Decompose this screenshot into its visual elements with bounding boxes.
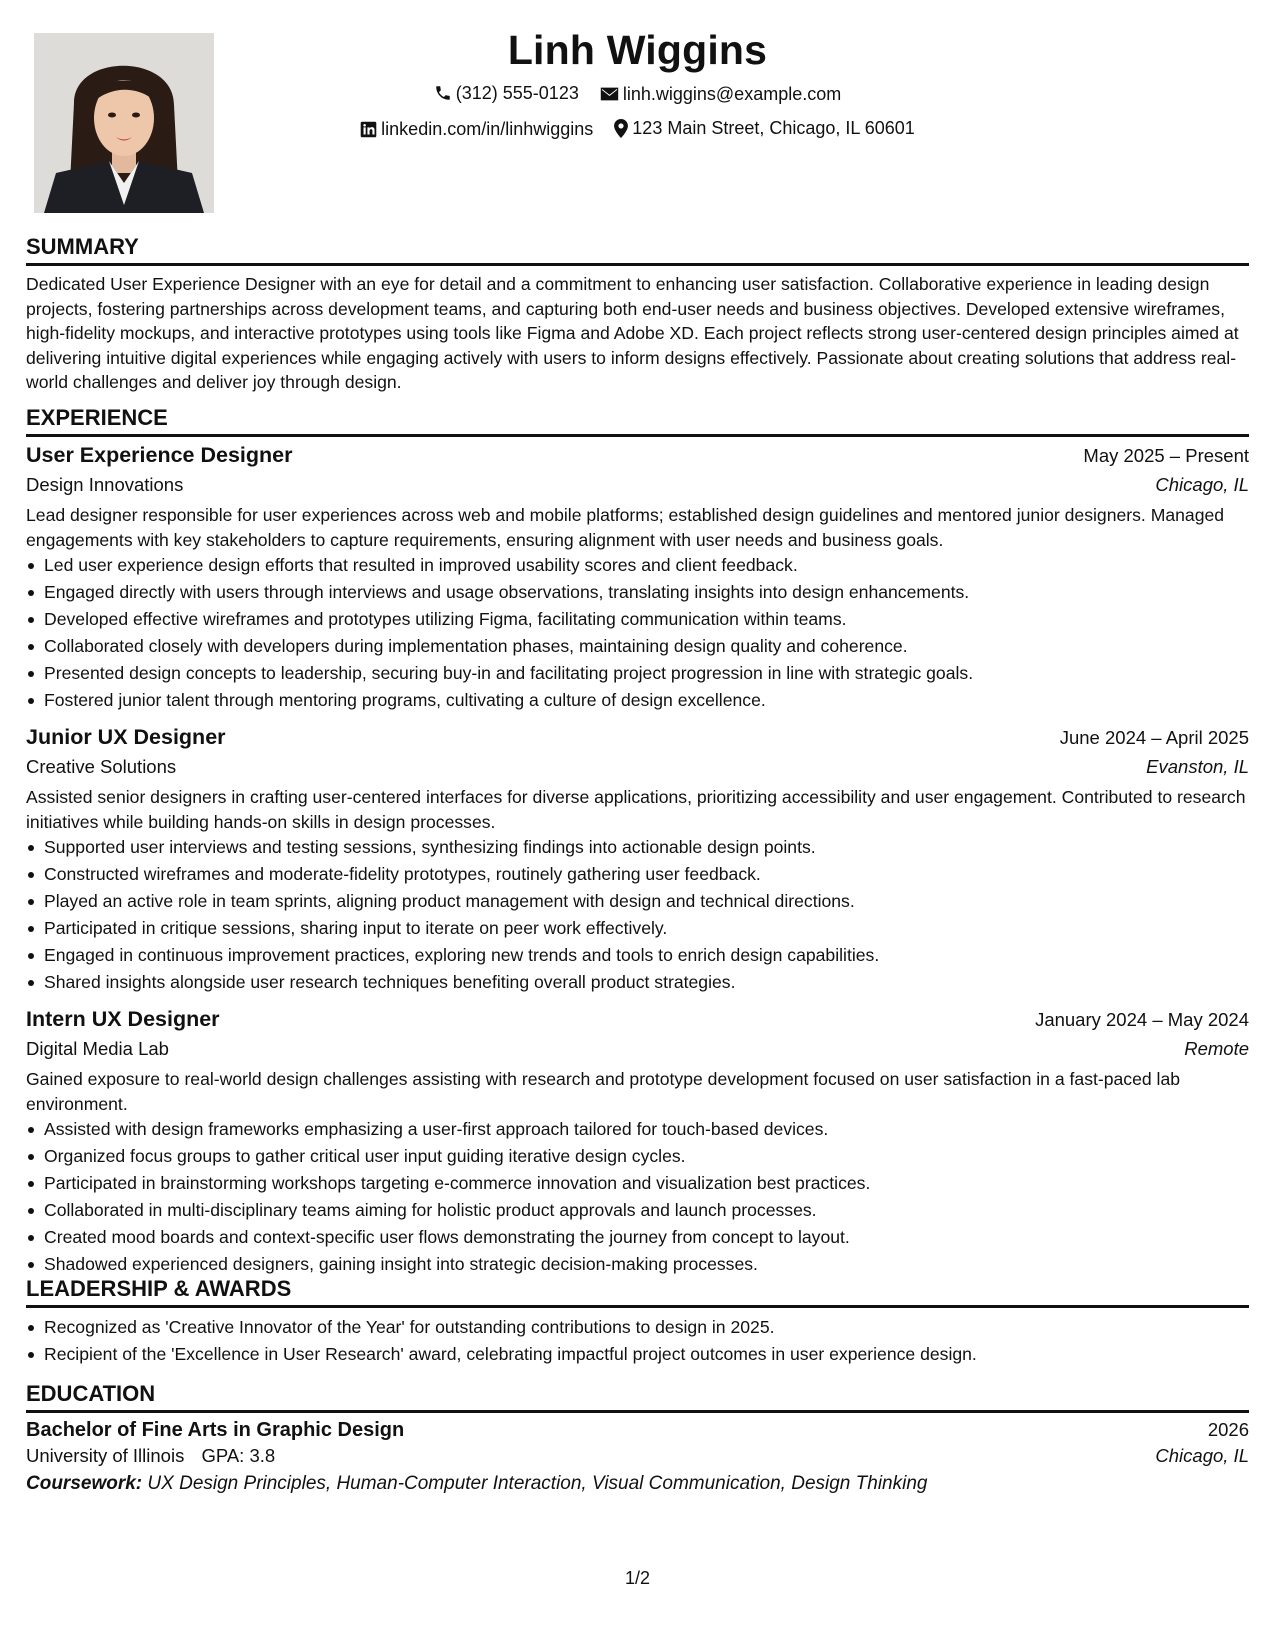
job-location: Remote xyxy=(1184,1038,1249,1059)
list-item: Recipient of the 'Excellence in User Research' award, celebrating impactful project outcomes in user experience design. xyxy=(44,1341,1249,1368)
education-section xyxy=(26,1381,1249,1495)
job-title: Junior UX Designer xyxy=(26,725,226,749)
leadership-section xyxy=(26,1276,1249,1368)
gpa: GPA: 3.8 xyxy=(201,1445,276,1466)
job-entry xyxy=(26,725,1249,996)
address-text: 123 Main Street, Chicago, IL 60601 xyxy=(632,118,915,138)
email-text: linh.wiggins@example.com xyxy=(622,84,842,104)
summary-section xyxy=(26,234,1249,395)
job-company: Digital Media Lab xyxy=(26,1038,169,1059)
list-item: Supported user interviews and testing sessions, synthesizing findings into actionable design points. xyxy=(44,834,1249,861)
linkedin-icon xyxy=(360,121,377,138)
leadership-heading: LEADERSHIP & AWARDS xyxy=(26,1276,1249,1308)
job-company: Design Innovations xyxy=(26,474,184,495)
degree-title: Bachelor of Fine Arts in Graphic Design xyxy=(26,1419,405,1441)
list-item: Presented design concepts to leadership, securing buy-in and facilitating project progression in line with strategic goals. xyxy=(44,660,1249,687)
education-heading: EDUCATION xyxy=(26,1381,1249,1413)
list-item: Constructed wireframes and moderate-fidelity prototypes, routinely gathering user feedback. xyxy=(44,861,1249,888)
contact-address xyxy=(614,117,915,139)
phone-icon xyxy=(434,84,452,102)
list-item: Fostered junior talent through mentoring programs, cultivating a culture of design excellence. xyxy=(44,687,1249,714)
resume-header xyxy=(26,24,1249,143)
job-dates: May 2025 – Present xyxy=(1083,445,1249,466)
list-item: Collaborated closely with developers during implementation phases, maintaining design quality and coherence. xyxy=(44,633,1249,660)
experience-section xyxy=(26,405,1249,1278)
list-item: Engaged in continuous improvement practices, exploring new trends and tools to enrich design capabilities. xyxy=(44,942,1249,969)
contact-linkedin[interactable] xyxy=(360,118,593,140)
contact-phone xyxy=(434,82,579,104)
graduation-year: 2026 xyxy=(1207,1419,1249,1440)
job-title: User Experience Designer xyxy=(26,443,293,467)
coursework xyxy=(26,1473,1249,1495)
job-bullets xyxy=(26,1116,1249,1278)
job-bullets xyxy=(26,552,1249,714)
list-item: Participated in brainstorming workshops targeting e-commerce innovation and visualization best practices. xyxy=(44,1170,1249,1197)
job-entry xyxy=(26,443,1249,714)
list-item: Created mood boards and context-specific user flows demonstrating the journey from concept to layout. xyxy=(44,1224,1249,1251)
job-bullets xyxy=(26,834,1249,996)
phone-text: (312) 555-0123 xyxy=(455,83,579,103)
coursework-label: Coursework: xyxy=(26,1473,143,1494)
list-item: Shadowed experienced designers, gaining insight into strategic decision-making processes. xyxy=(44,1251,1249,1278)
summary-text: Dedicated User Experience Designer with an eye for detail and a commitment to enhancing user satisfaction. Collaborative experience in leading design projects, fostering partnerships across development teams, and capturing both end-user needs and business objectives. Developed extensive wireframes, high-fidelity mockups, and interactive prototypes using tools like Figma and Adobe XD. Each project reflects strong user-centered design principles aimed at delivering intuitive digital experiences while engaging actively with users to inform designs effectively. Passionate about creating solutions that address real-world challenges and deliver joy through design. xyxy=(26,274,1239,392)
school-name: University of Illinois xyxy=(26,1445,185,1466)
contact-row-secondary xyxy=(26,117,1249,143)
list-item: Assisted with design frameworks emphasizing a user-first approach tailored for touch-based devices. xyxy=(44,1116,1249,1143)
job-title: Intern UX Designer xyxy=(26,1007,220,1031)
contact-row-primary xyxy=(26,82,1249,107)
job-location: Chicago, IL xyxy=(1155,474,1249,495)
list-item: Developed effective wireframes and prototypes utilizing Figma, facilitating communication within teams. xyxy=(44,606,1249,633)
job-company: Creative Solutions xyxy=(26,756,177,777)
job-location: Evanston, IL xyxy=(1146,756,1249,777)
job-description: Gained exposure to real-world design challenges assisting with research and prototype development focused on user satisfaction in a fast-paced lab environment. xyxy=(26,1069,1181,1114)
candidate-name: Linh Wiggins xyxy=(507,27,768,73)
school-location: Chicago, IL xyxy=(1155,1445,1249,1466)
linkedin-text: linkedin.com/in/linhwiggins xyxy=(381,119,594,139)
experience-heading: EXPERIENCE xyxy=(26,405,1249,437)
job-description: Lead designer responsible for user experiences across web and mobile platforms; established design guidelines and mentored junior designers. Managed engagements with key stakeholders to capture requirements, ensuring alignment with user needs and business goals. xyxy=(26,505,1225,550)
list-item: Collaborated in multi-disciplinary teams aiming for holistic product approvals and launch processes. xyxy=(44,1197,1249,1224)
list-item: Shared insights alongside user research techniques benefiting overall product strategies. xyxy=(44,969,1249,996)
list-item: Participated in critique sessions, sharing input to iterate on peer work effectively. xyxy=(44,915,1249,942)
job-dates: January 2024 – May 2024 xyxy=(1035,1009,1249,1030)
page-number: 1/2 xyxy=(624,1568,651,1588)
list-item: Engaged directly with users through interviews and usage observations, translating insights into design enhancements. xyxy=(44,579,1249,606)
envelope-icon xyxy=(600,86,619,102)
coursework-text: UX Design Principles, Human-Computer Interaction, Visual Communication, Design Thinking xyxy=(147,1473,928,1494)
list-item: Played an active role in team sprints, aligning product management with design and technical directions. xyxy=(44,888,1249,915)
list-item: Recognized as 'Creative Innovator of the Year' for outstanding contributions to design in 2025. xyxy=(44,1314,1249,1341)
job-entry xyxy=(26,1007,1249,1278)
map-pin-icon xyxy=(614,119,628,138)
job-description: Assisted senior designers in crafting user-centered interfaces for diverse applications, prioritizing accessibility and user engagement. Contributed to research initiatives while building hands-on skills in design processes. xyxy=(26,787,1246,832)
job-dates: June 2024 – April 2025 xyxy=(1059,727,1249,748)
list-item: Organized focus groups to gather critical user input guiding iterative design cycles. xyxy=(44,1143,1249,1170)
summary-heading: SUMMARY xyxy=(26,234,1249,266)
contact-email[interactable] xyxy=(600,83,841,105)
award-bullets xyxy=(26,1314,1249,1368)
list-item: Led user experience design efforts that resulted in improved usability scores and client feedback. xyxy=(44,552,1249,579)
resume-page xyxy=(26,0,1249,1650)
